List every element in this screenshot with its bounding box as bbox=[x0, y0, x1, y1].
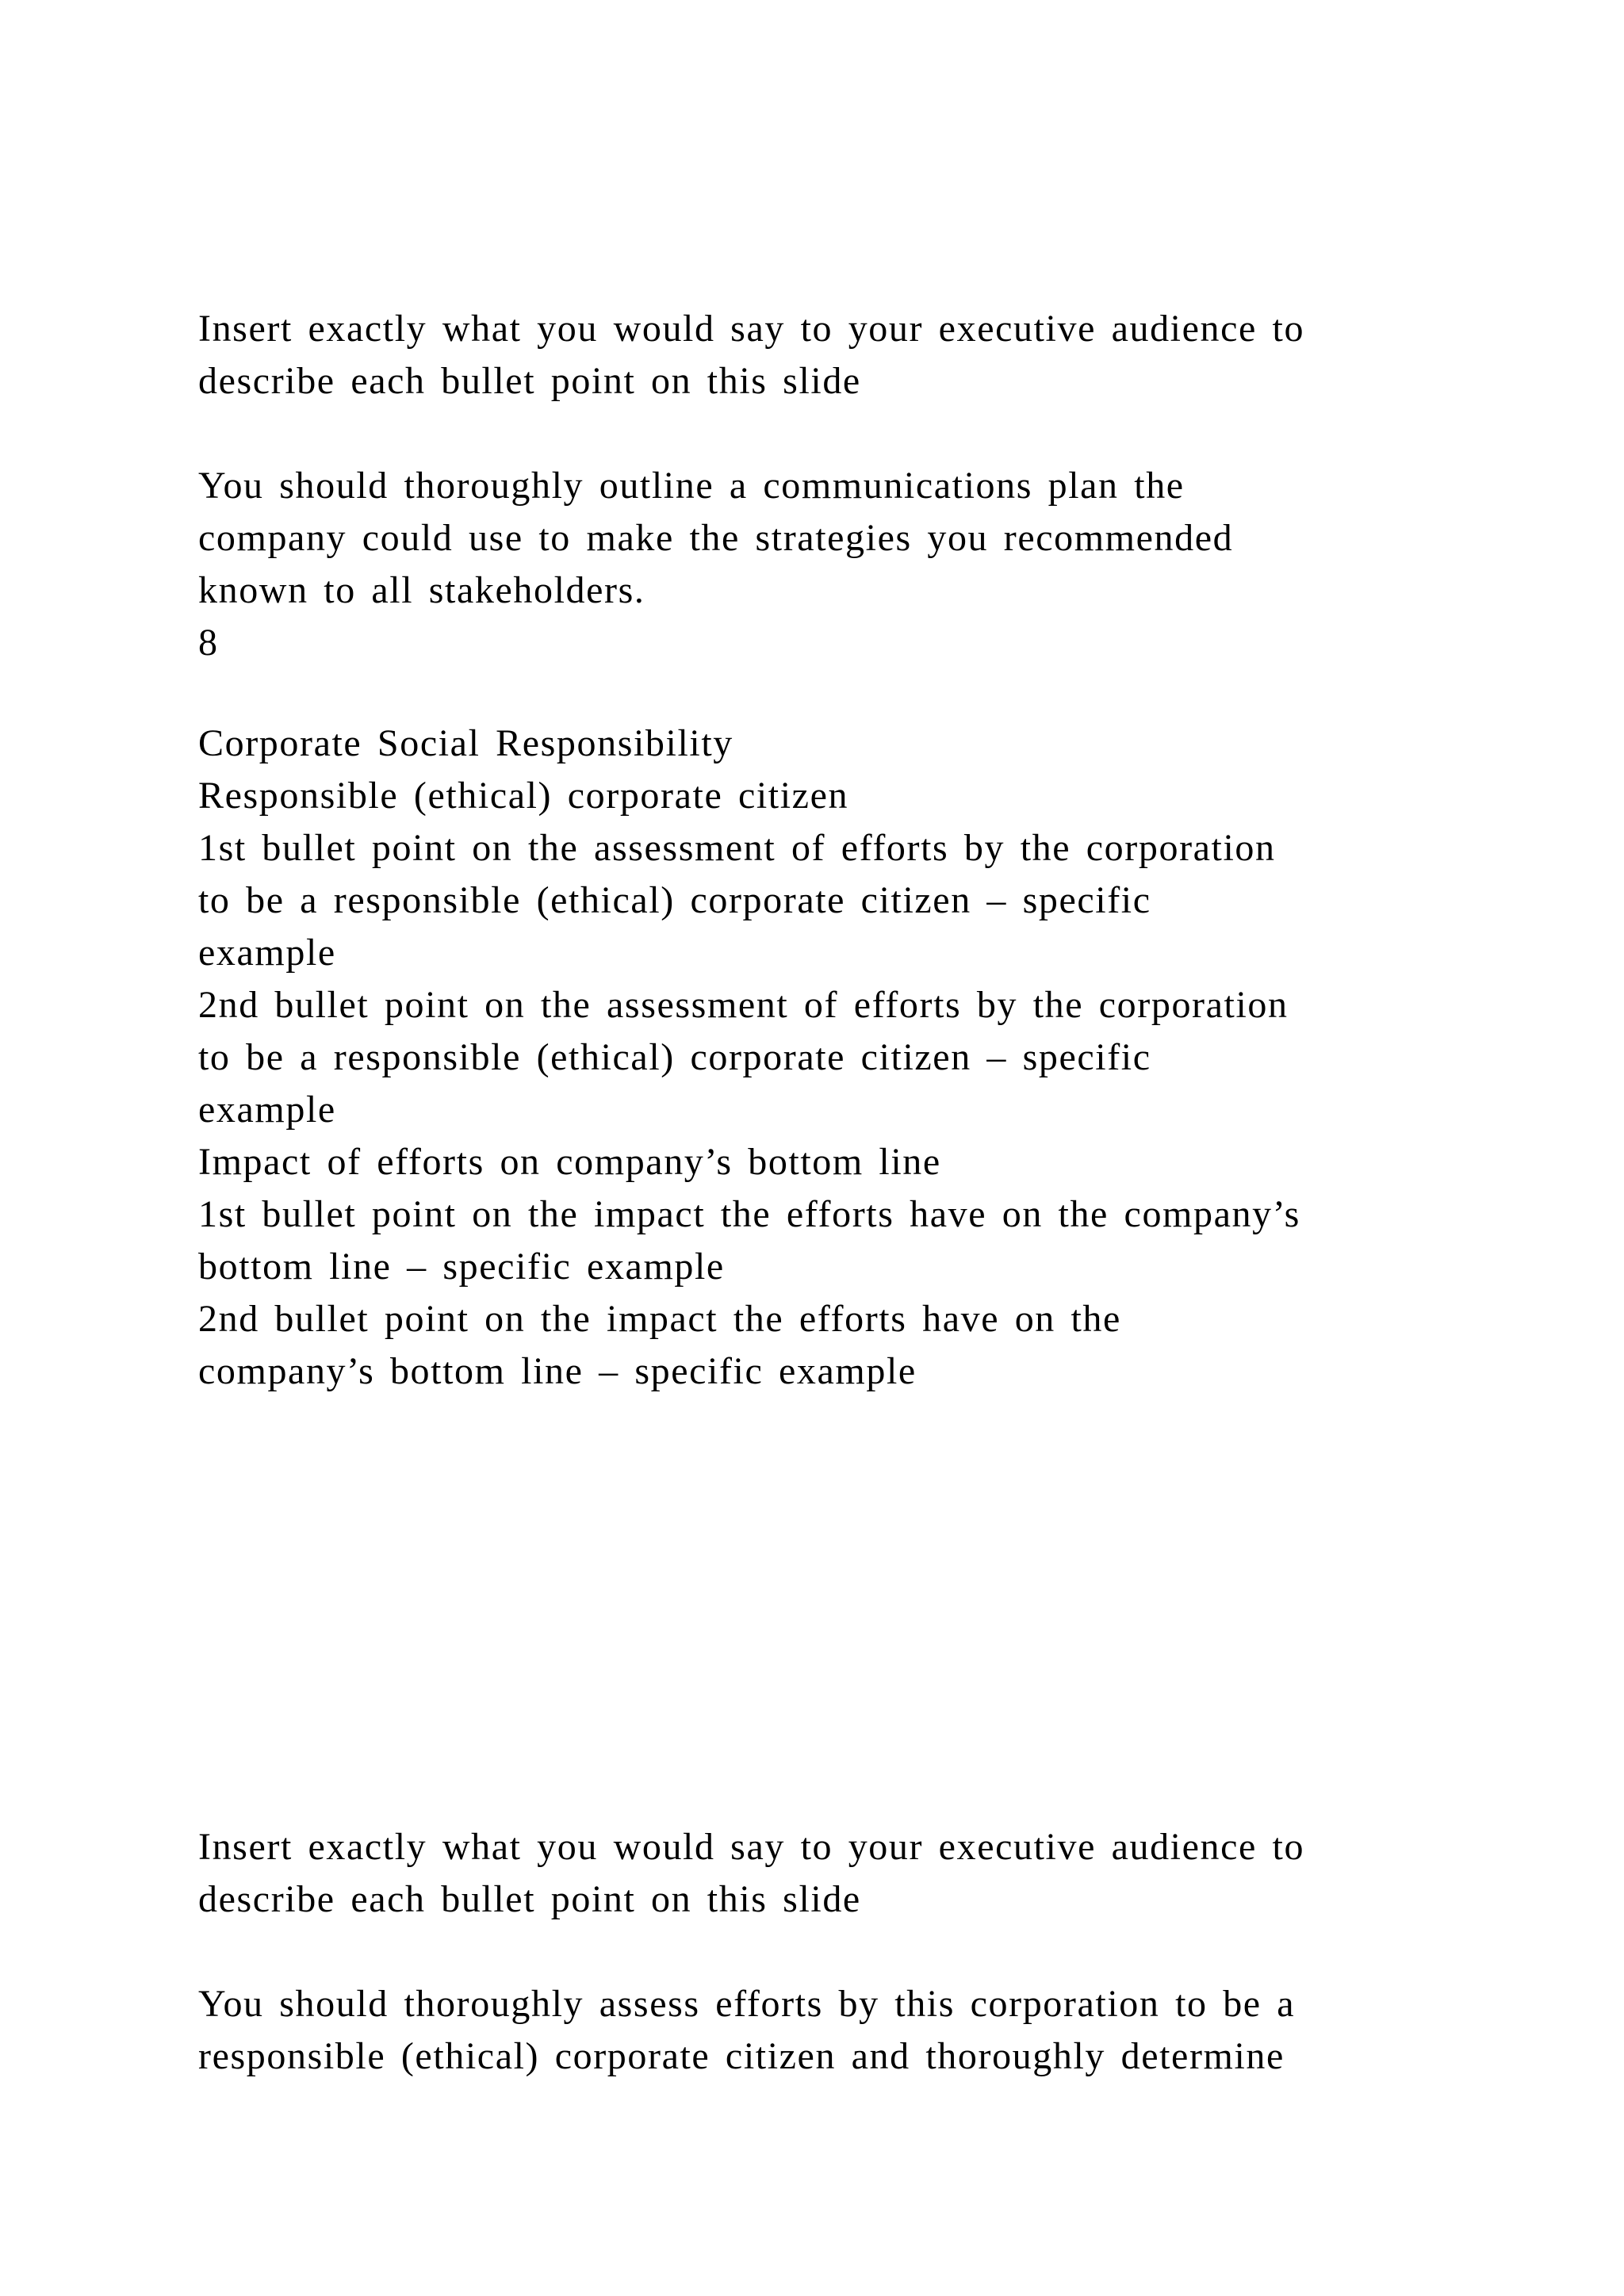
slide-heading: Impact of efforts on company’s bottom line bbox=[198, 1141, 941, 1183]
instruction-text: Insert exactly what you would say to your executive audience to bbox=[198, 1826, 1305, 1868]
slide-title: Corporate Social Responsibility bbox=[198, 722, 733, 764]
instruction-text: describe each bullet point on this slide bbox=[198, 360, 861, 402]
guidance-text: known to all stakeholders. bbox=[198, 569, 645, 611]
bullet-text: bottom line – specific example bbox=[198, 1246, 725, 1288]
slide-heading: Responsible (ethical) corporate citizen bbox=[198, 775, 849, 817]
guidance-text: responsible (ethical) corporate citizen and thoroughly determine bbox=[198, 2035, 1285, 2077]
bullet-text: example bbox=[198, 932, 336, 974]
bullet-text: company’s bottom line – specific example bbox=[198, 1350, 917, 1392]
bullet-text: 2nd bullet point on the assessment of efforts by the corporation bbox=[198, 984, 1289, 1026]
bullet-text: 1st bullet point on the impact the efforts have on the company’s bbox=[198, 1193, 1300, 1235]
guidance-text: You should thoroughly assess efforts by this corporation to be a bbox=[198, 1983, 1296, 2025]
guidance-text: You should thoroughly outline a communications plan the bbox=[198, 465, 1185, 507]
bullet-text: example bbox=[198, 1089, 336, 1131]
bullet-text: to be a responsible (ethical) corporate citizen – specific bbox=[198, 879, 1151, 921]
bullet-text: 2nd bullet point on the impact the efforts have on the bbox=[198, 1298, 1121, 1340]
instruction-text: describe each bullet point on this slide bbox=[198, 1878, 861, 1920]
instruction-text: Insert exactly what you would say to your executive audience to bbox=[198, 308, 1305, 350]
slide-number: 8 bbox=[198, 622, 219, 664]
bullet-text: 1st bullet point on the assessment of efforts by the corporation bbox=[198, 827, 1276, 869]
guidance-text: company could use to make the strategies you recommended bbox=[198, 517, 1234, 559]
bullet-text: to be a responsible (ethical) corporate citizen – specific bbox=[198, 1036, 1151, 1078]
